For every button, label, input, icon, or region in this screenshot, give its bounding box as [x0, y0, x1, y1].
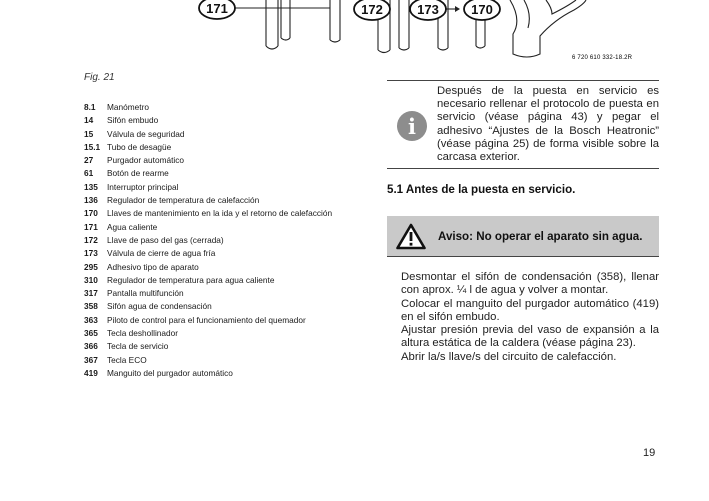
callout-172-label: 172 — [361, 2, 383, 17]
legend-label: Adhesivo tipo de aparato — [107, 261, 199, 272]
figure-legend — [84, 101, 356, 380]
legend-number: 365 — [84, 328, 98, 339]
pipe — [330, 0, 340, 40]
legend-label: Llaves de mantenimiento en la ida y el retorno de calefacción — [107, 208, 333, 219]
legend-item — [84, 287, 356, 300]
legend-item — [84, 114, 356, 127]
legend-item — [84, 327, 356, 340]
legend-number: 15.1 — [84, 141, 101, 152]
callout-170-label: 170 — [471, 2, 493, 17]
legend-label: Botón de rearme — [107, 168, 169, 179]
legend-number: 8.1 — [84, 102, 96, 112]
instruction-step: Desmontar el sifón de condensación (358), llenar con aprox. ¼ l de agua y volver a montar. — [401, 271, 659, 297]
legend-number: 61 — [84, 168, 94, 179]
legend-number: 27 — [84, 155, 94, 166]
legend-label: Sifón embudo — [107, 115, 159, 126]
callout-173-label: 173 — [417, 2, 439, 17]
legend-number: 15 — [84, 128, 94, 139]
instruction-steps — [401, 271, 659, 364]
callout-171-label: 171 — [206, 1, 228, 16]
legend-label: Manómetro — [107, 102, 149, 112]
legend-number: 317 — [84, 288, 98, 299]
legend-label: Sifón agua de condensación — [107, 301, 212, 312]
pipe — [399, 0, 409, 48]
legend-item — [84, 314, 356, 327]
legend-item — [84, 128, 356, 141]
legend-number: 170 — [84, 208, 98, 219]
legend-number: 367 — [84, 354, 98, 365]
legend-label: Tecla ECO — [107, 354, 147, 365]
page-number: 19 — [643, 447, 656, 459]
legend-item — [84, 101, 356, 114]
legend-number: 419 — [84, 367, 98, 378]
legend-item — [84, 300, 356, 313]
legend-item — [84, 194, 356, 207]
legend-label: Válvula de seguridad — [107, 128, 185, 139]
instruction-step: Ajustar presión previa del vaso de expansión a la altura estática de la caldera (véase página 23). — [401, 324, 659, 350]
legend-label: Tubo de desagüe — [107, 141, 172, 152]
legend-item — [84, 274, 356, 287]
section-heading: 5.1 Antes de la puesta en servicio. — [387, 183, 576, 196]
legend-item — [84, 340, 356, 353]
legend-item — [84, 207, 356, 220]
legend-label: Llave de paso del gas (cerrada) — [107, 234, 224, 245]
pipe — [266, 0, 278, 46]
legend-label: Agua caliente — [107, 221, 158, 232]
figure-reference-code: 6 720 610 332-18.2R — [572, 55, 633, 61]
legend-label: Piloto de control para el funcionamiento del quemador — [107, 314, 306, 325]
legend-item — [84, 261, 356, 274]
instruction-step: Colocar el manguito del purgador automático (419) en el sifón embudo. — [401, 297, 659, 323]
legend-label: Purgador automático — [107, 155, 185, 166]
legend-item — [84, 141, 356, 154]
legend-item — [84, 367, 356, 380]
legend-item — [84, 154, 356, 167]
legend-label: Interruptor principal — [107, 181, 179, 192]
legend-number: 171 — [84, 221, 98, 232]
pipe-elbow — [510, 0, 586, 57]
legend-label: Válvula de cierre de agua fría — [107, 248, 216, 259]
legend-item — [84, 167, 356, 180]
legend-number: 135 — [84, 181, 98, 192]
warning-text: Aviso: No operar el aparato sin agua. — [438, 229, 643, 243]
divider — [387, 80, 659, 81]
legend-label: Regulador de temperatura para agua caliente — [107, 274, 275, 285]
legend-number: 136 — [84, 195, 98, 206]
instruction-step: Abrir la/s llave/s del circuito de calefacción. — [401, 350, 617, 363]
legend-number: 172 — [84, 234, 98, 245]
legend-number: 358 — [84, 301, 98, 312]
legend-label: Tecla deshollinador — [107, 328, 179, 339]
legend-number: 310 — [84, 274, 98, 285]
legend-number: 366 — [84, 341, 98, 352]
legend-label: Tecla de servicio — [107, 341, 169, 352]
legend-label: Regulador de temperatura de calefacción — [107, 195, 260, 206]
legend-number: 14 — [84, 115, 94, 126]
info-icon: i — [397, 111, 427, 141]
figure-caption: Fig. 21 — [84, 72, 115, 83]
legend-item — [84, 354, 356, 367]
legend-number: 173 — [84, 248, 98, 259]
divider — [387, 168, 659, 169]
legend-item — [84, 234, 356, 247]
warning-box — [387, 216, 659, 257]
legend-number: 295 — [84, 261, 98, 272]
boiler-connection-diagram — [180, 0, 633, 70]
legend-item — [84, 181, 356, 194]
legend-item — [84, 247, 356, 260]
info-note-text: Después de la puesta en servicio es necesario rellenar el protocolo de puesta en servicio (véase página 43) y pegar el adhesivo “Ajustes de la Bosch Heatronic” (véase página 25) de forma visible sobre la carcasa exterior. — [437, 85, 659, 164]
legend-label: Pantalla multifunción — [107, 288, 184, 299]
warning-triangle-icon — [396, 223, 426, 250]
pipe — [281, 0, 290, 38]
legend-label: Manguito del purgador automático — [107, 367, 233, 378]
legend-number: 363 — [84, 314, 98, 325]
legend-item — [84, 221, 356, 234]
